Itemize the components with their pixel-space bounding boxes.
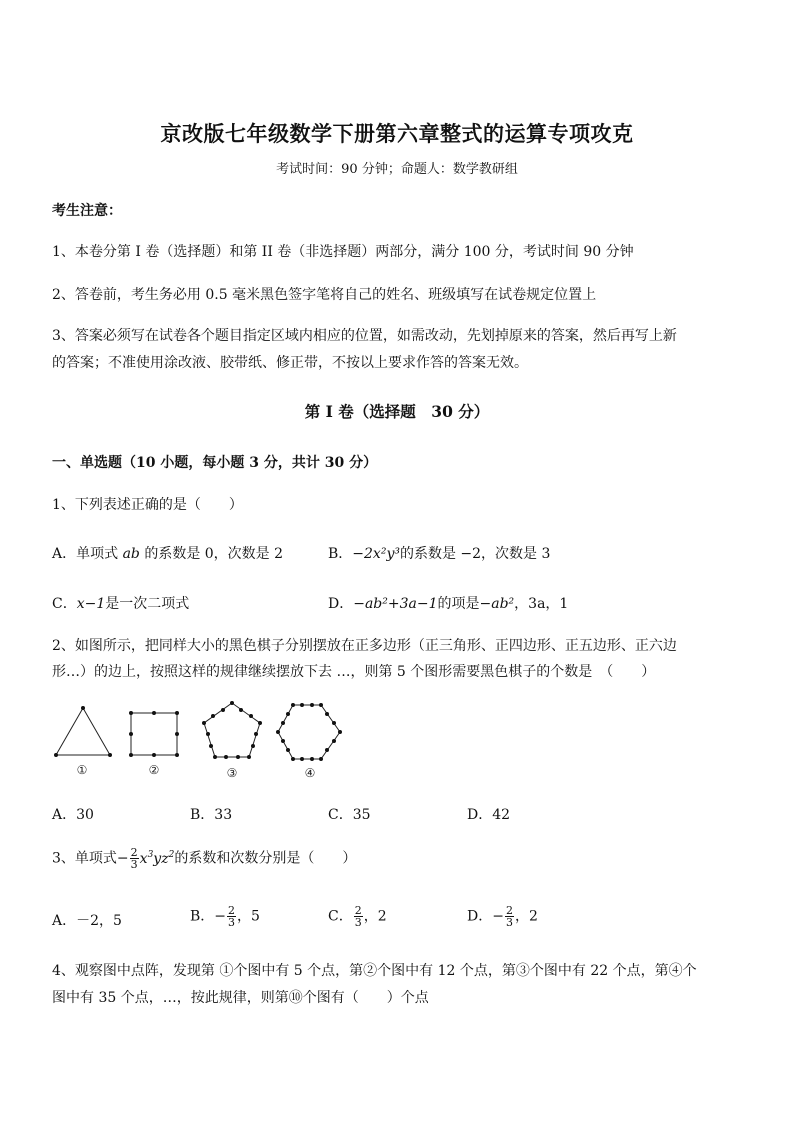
figure-pentagon (202, 701, 262, 780)
q3-monomial-vars: $x^3yz^2$ (139, 849, 175, 867)
q3-d-post: ，2 (514, 908, 538, 925)
q3-c-fraction (354, 905, 363, 928)
notice-item-3-cont: 的答案；不准使用涂改液、胶带纸、修正带，不按以上要求作答的答案无效。 (52, 355, 528, 371)
figure-hexagon (276, 703, 342, 780)
q1-b-post: 的系数是 −2，次数是 3 (399, 546, 551, 562)
q3-c-pre: C． (328, 908, 353, 925)
q3-coefficient-fraction (130, 847, 139, 870)
q1-option-b (328, 543, 550, 563)
part-title: 一、单选题（10 小题，每小题 3 分，共计 30 分） (52, 455, 378, 471)
q3-b-numerator: 2 (228, 904, 236, 917)
q3-c-denominator: 3 (354, 916, 362, 929)
q2-stem-line-1: 2、如图所示，把同样大小的黑色棋子分别摆放在正多边形（正三角形、正四边形、正五边形、正六边 (52, 638, 677, 654)
q3-coef-denominator: 3 (130, 858, 138, 871)
q3-c-numerator: 2 (354, 904, 362, 917)
q3-b-fraction (227, 905, 236, 928)
q3-d-denominator: 3 (505, 916, 513, 929)
figure-square (129, 711, 179, 777)
section-title: 第 I 卷（选择题 30 分） (304, 402, 490, 421)
figure-label-2: ② (148, 763, 160, 777)
q3-option-a: A．－2，5 (52, 913, 122, 929)
q3-stem-post: 的系数和次数分别是（ ） (174, 850, 357, 867)
q3-stem-pre: 3、单项式 (52, 850, 117, 867)
q3-coef-numerator: 2 (130, 846, 138, 859)
q1-c-expr: x−1 (76, 596, 106, 612)
q2-polygon-figures (48, 700, 348, 782)
notice-item-1: 1、本卷分第 I 卷（选择题）和第 II 卷（非选择题）两部分，满分 100 分，考试时间 90 分钟 (52, 244, 634, 260)
notice-heading: 考生注意： (52, 203, 122, 219)
q2-option-d: D．42 (467, 807, 511, 823)
q3-stem (52, 847, 356, 870)
q2-option-a: A．30 (52, 807, 94, 823)
q1-b-pre: B． (328, 546, 353, 562)
figure-triangle (54, 706, 112, 777)
q3-d-fraction (505, 905, 514, 928)
q3-neg-sign: − (116, 850, 129, 867)
q1-a-pre: A．单项式 (52, 546, 123, 562)
q2-option-c: C．35 (328, 807, 371, 823)
q1-d-expr2: −ab² (479, 596, 515, 612)
q3-option-d (467, 905, 538, 928)
notice-item-2: 2、答卷前，考生务必用 0.5 毫米黑色签字笔将自己的姓名、班级填写在试卷规定位置上 (52, 287, 597, 303)
figure-label-3: ③ (226, 766, 238, 780)
q3-d-pre: D．− (467, 908, 504, 925)
q1-d-mid: 的项是 (437, 596, 480, 612)
q3-b-denominator: 3 (228, 916, 236, 929)
q3-option-c (328, 905, 387, 928)
q1-c-post: 是一次二项式 (105, 596, 190, 612)
q1-c-pre: C． (52, 596, 77, 612)
q3-c-post: ，2 (363, 908, 387, 925)
notice-item-3: 3、答案必须写在试卷各个题目指定区域内相应的位置，如需改动，先划掉原来的答案，然后再写上新 (52, 328, 677, 344)
q1-a-var: ab (122, 546, 140, 562)
q1-option-d (328, 593, 568, 613)
q1-d-post: ，3a，1 (514, 596, 569, 612)
q4-stem-line-2: 图中有 35 个点，…，按此规律，则第⑩个图有（ ）个点 (52, 990, 429, 1006)
figure-label-1: ① (76, 763, 88, 777)
figure-label-4: ④ (304, 766, 316, 780)
q1-option-c (52, 593, 189, 613)
q1-d-pre: D． (328, 596, 354, 612)
q1-a-post: 的系数是 0，次数是 2 (139, 546, 284, 562)
q1-b-expr: −2x²y³ (352, 546, 400, 562)
q1-option-a (52, 543, 283, 563)
q4-stem-line-1: 4、观察图中点阵，发现第 ①个图中有 5 个点，第②个图中有 12 个点，第③个图中有 22 个点，第④个 (52, 963, 697, 979)
q3-option-b (190, 905, 260, 928)
q3-b-post: ，5 (237, 908, 260, 925)
q3-b-pre: B．− (190, 908, 227, 925)
q1-stem: 1、下列表述正确的是（ ） (52, 497, 243, 513)
q3-d-numerator: 2 (505, 904, 513, 917)
q2-stem-line-2: 形…）的边上，按照这样的规律继续摆放下去 …，则第 5 个图形需要黑色棋子的个数是 （ ） (52, 664, 656, 680)
page-title: 京改版七年级数学下册第六章整式的运算专项攻克 (160, 121, 634, 146)
q2-option-b: B．33 (190, 807, 233, 823)
exam-info: 考试时间：90 分钟；命题人：数学教研组 (276, 162, 518, 177)
q1-d-expr: −ab²+3a−1 (353, 596, 438, 612)
